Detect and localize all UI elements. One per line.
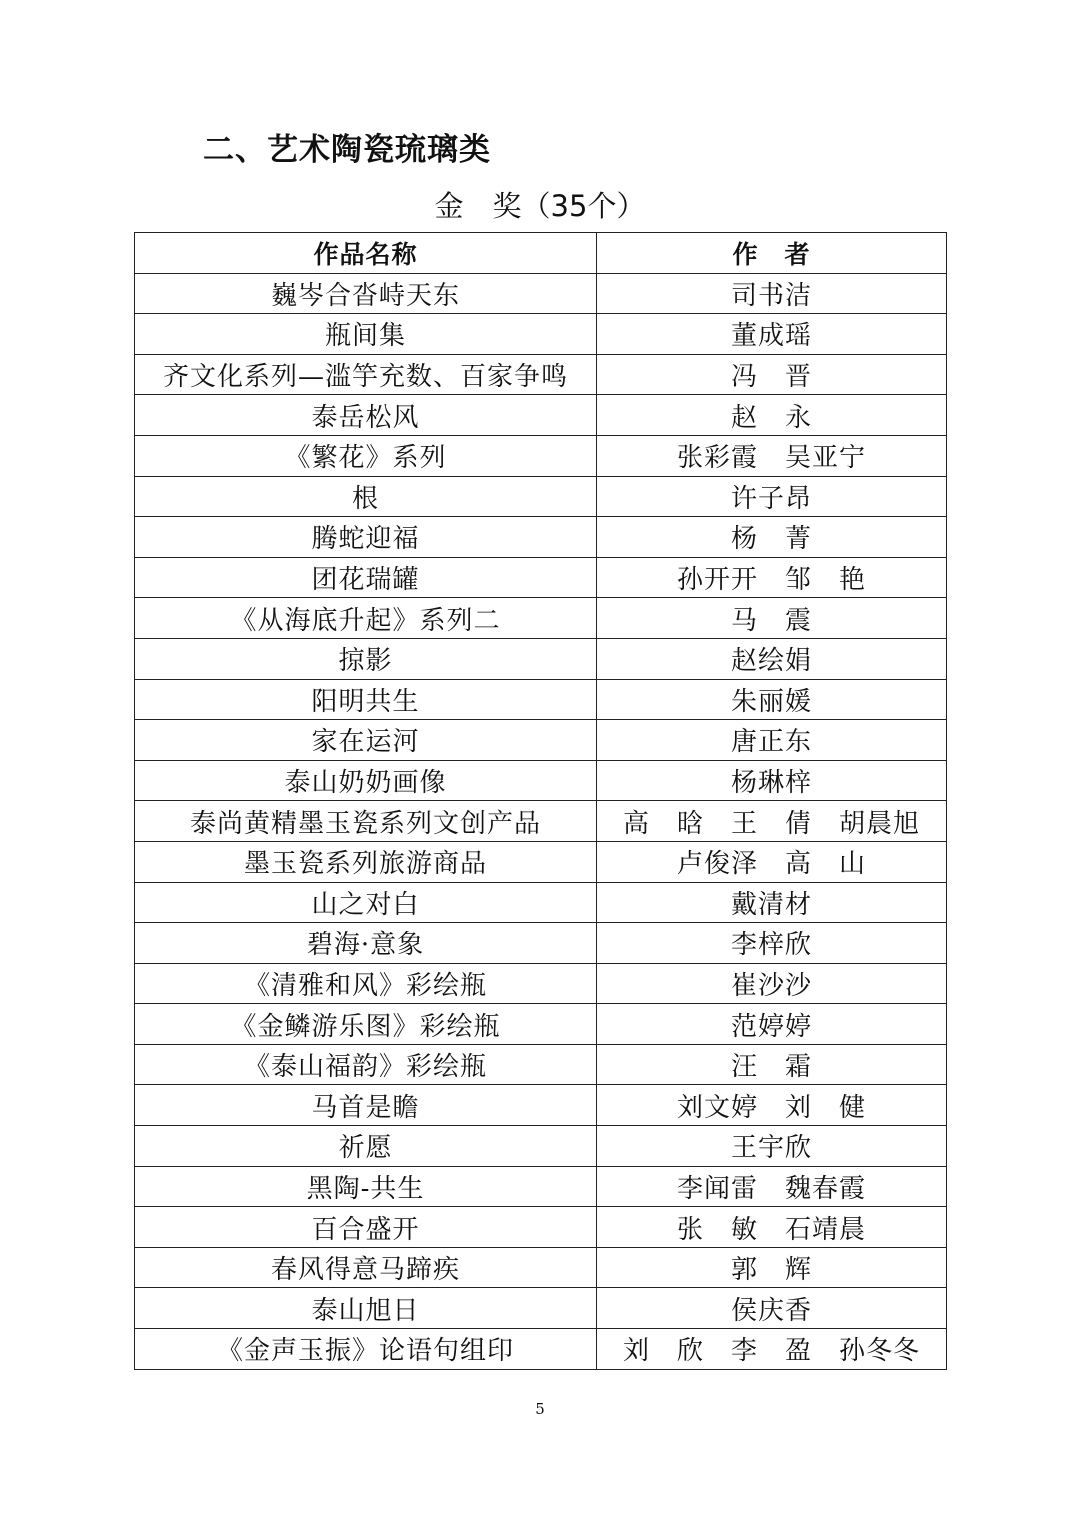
table-row: [135, 841, 947, 882]
work-name-cell: 泰岳松风: [135, 395, 597, 436]
work-name-cell: 马首是瞻: [135, 1085, 597, 1126]
author-cell: 刘 欣 李 盈 孙冬冬: [597, 1329, 947, 1370]
table-header-row: [135, 233, 947, 274]
work-name-cell: 墨玉瓷系列旅游商品: [135, 841, 597, 882]
table-row: [135, 314, 947, 355]
table-row: [135, 760, 947, 801]
author-cell: 李闻雷 魏春霞: [597, 1166, 947, 1207]
award-table: [134, 232, 947, 1370]
table-row: [135, 517, 947, 558]
page-number: 5: [535, 1400, 545, 1418]
author-cell: 许子昂: [597, 476, 947, 517]
table-row: [135, 354, 947, 395]
work-name-cell: 《从海底升起》系列二: [135, 598, 597, 639]
author-cell: 王宇欣: [597, 1126, 947, 1167]
work-name-cell: 祈愿: [135, 1126, 597, 1167]
section-heading: 二、艺术陶瓷琉璃类: [203, 132, 491, 168]
author-cell: 张彩霞 吴亚宁: [597, 435, 947, 476]
table-row: [135, 1288, 947, 1329]
author-cell: 侯庆香: [597, 1288, 947, 1329]
work-name-cell: 山之对白: [135, 882, 597, 923]
table-row: [135, 1329, 947, 1370]
author-cell: 冯 晋: [597, 354, 947, 395]
author-cell: 张 敏 石靖晨: [597, 1207, 947, 1248]
author-cell: 高 晗 王 倩 胡晨旭: [597, 801, 947, 842]
author-cell: 汪 霜: [597, 1044, 947, 1085]
table-row: [135, 638, 947, 679]
work-name-cell: 碧海·意象: [135, 923, 597, 964]
work-name-cell: 阳明共生: [135, 679, 597, 720]
table-row: [135, 1207, 947, 1248]
table-row: [135, 882, 947, 923]
author-cell: 卢俊泽 高 山: [597, 841, 947, 882]
author-cell: 赵绘娟: [597, 638, 947, 679]
table-row: [135, 598, 947, 639]
author-cell: 范婷婷: [597, 1004, 947, 1045]
work-name-cell: 百合盛开: [135, 1207, 597, 1248]
award-title: 金 奖（35个）: [434, 189, 646, 223]
author-cell: 杨琳梓: [597, 760, 947, 801]
table-row: [135, 476, 947, 517]
table-row: [135, 720, 947, 761]
author-cell: 李梓欣: [597, 923, 947, 964]
work-name-cell: 瓶间集: [135, 314, 597, 355]
table-row: [135, 1126, 947, 1167]
table-row: [135, 1044, 947, 1085]
work-name-cell: 《泰山福韵》彩绘瓶: [135, 1044, 597, 1085]
work-name-cell: 泰尚黄精墨玉瓷系列文创产品: [135, 801, 597, 842]
work-name-cell: 《金鳞游乐图》彩绘瓶: [135, 1004, 597, 1045]
table-row: [135, 395, 947, 436]
work-name-cell: 《繁花》系列: [135, 435, 597, 476]
author-cell: 孙开开 邹 艳: [597, 557, 947, 598]
work-name-cell: 掠影: [135, 638, 597, 679]
author-cell: 戴清材: [597, 882, 947, 923]
header-author: 作 者: [597, 233, 947, 274]
work-name-cell: 腾蛇迎福: [135, 517, 597, 558]
work-name-cell: 《金声玉振》论语句组印: [135, 1329, 597, 1370]
author-cell: 董成瑶: [597, 314, 947, 355]
table-row: [135, 801, 947, 842]
table-body: [135, 273, 947, 1369]
work-name-cell: 泰山旭日: [135, 1288, 597, 1329]
author-cell: 朱丽媛: [597, 679, 947, 720]
table-row: [135, 557, 947, 598]
table-row: [135, 273, 947, 314]
author-cell: 刘文婷 刘 健: [597, 1085, 947, 1126]
author-cell: 杨 菁: [597, 517, 947, 558]
work-name-cell: 泰山奶奶画像: [135, 760, 597, 801]
table-row: [135, 1004, 947, 1045]
table-row: [135, 679, 947, 720]
author-cell: 司书洁: [597, 273, 947, 314]
work-name-cell: 根: [135, 476, 597, 517]
work-name-cell: 春风得意马蹄疾: [135, 1247, 597, 1288]
work-name-cell: 团花瑞罐: [135, 557, 597, 598]
table-row: [135, 1247, 947, 1288]
work-name-cell: 黑陶-共生: [135, 1166, 597, 1207]
author-cell: 赵 永: [597, 395, 947, 436]
table-row: [135, 435, 947, 476]
author-cell: 唐正东: [597, 720, 947, 761]
author-cell: 马 震: [597, 598, 947, 639]
work-name-cell: 巍岑合沓峙天东: [135, 273, 597, 314]
table-row: [135, 963, 947, 1004]
work-name-cell: 家在运河: [135, 720, 597, 761]
author-cell: 崔沙沙: [597, 963, 947, 1004]
work-name-cell: 《清雅和风》彩绘瓶: [135, 963, 597, 1004]
table-row: [135, 923, 947, 964]
header-work-name: 作品名称: [135, 233, 597, 274]
table-row: [135, 1166, 947, 1207]
work-name-cell: 齐文化系列—滥竽充数、百家争鸣: [135, 354, 597, 395]
table-row: [135, 1085, 947, 1126]
author-cell: 郭 辉: [597, 1247, 947, 1288]
